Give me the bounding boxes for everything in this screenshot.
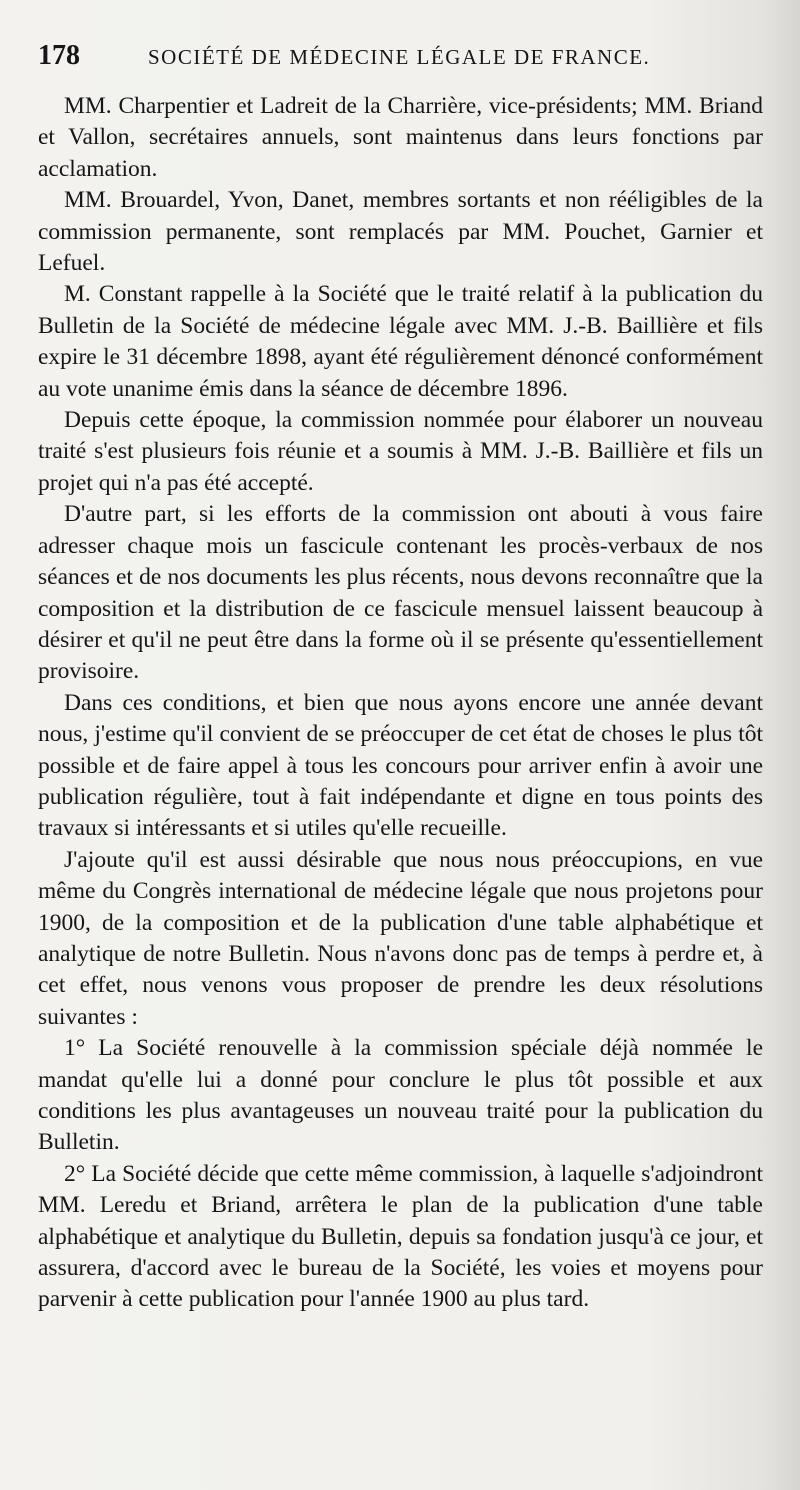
paragraph-fascicule: D'autre part, si les efforts de la commission ont abouti à vous faire adresser chaque mois un fascicule contenant les procès-verbaux de nos séances et de nos documents les plus récents, nous devons reconnaître que la composition et la distribution de ce fascicule mensuel laissent beaucoup à désirer et qu'il ne peut être dans la forme où il se présente qu'essentiellement provisoire.: [38, 501, 763, 685]
running-head: SOCIÉTÉ DE MÉDECINE LÉGALE DE FRANCE.: [148, 45, 651, 69]
paragraph-resolution-1: 1° La Société renouvelle à la commission spéciale déjà nommée le mandat qu'elle lui a donné pour conclure le plus tôt possible et aux conditions les plus avantageuses un nouveau traité pour la publication du Bulletin.: [38, 1035, 763, 1156]
paragraph-conditions: Dans ces conditions, et bien que nous ayons encore une année devant nous, j'estime qu'il convient de se préoccuper de cet état de choses le plus tôt possible et de faire appel à tous les concours pour arriver enfin à avoir une publication régulière, tout à fait indépendante et digne en tous points des travaux si intéressants et si utiles qu'elle recueille.: [38, 689, 763, 842]
paragraph-commission-members: MM. Brouardel, Yvon, Danet, membres sortants et non rééligibles de la commission permanente, sont remplacés par MM. Pouchet, Garnier et Lefuel.: [38, 187, 763, 277]
paragraph-resolution-2: 2° La Société décide que cette même commission, à laquelle s'adjoindront MM. Leredu et Briand, arrêtera le plan de la publication d'une table alphabétique et analytique du Bulletin, depuis sa fondation jusqu'à ce jour, et assurera, d'accord avec le bureau de la Société, les voies et moyens pour parvenir à cette publication pour l'année 1900 au plus tard.: [38, 1160, 763, 1313]
paragraph-table: J'ajoute qu'il est aussi désirable que nous nous préoccupions, en vue même du Congrès international de médecine légale que nous projetons pour 1900, de la composition et de la publication d'une table alphabétique et analytique de notre Bulletin. Nous n'avons donc pas de temps à perdre et, à cet effet, nous venons vous proposer de prendre les deux résolutions suivantes :: [38, 846, 763, 1030]
page-number: 178: [38, 40, 80, 71]
body-text: [38, 91, 763, 1316]
page-header: [38, 40, 778, 80]
paragraph-officers: MM. Charpentier et Ladreit de la Charrière, vice-présidents; MM. Briand et Vallon, secrétaires annuels, sont maintenus dans leurs fonctions par acclamation.: [38, 93, 763, 182]
paragraph-treaty: M. Constant rappelle à la Société que le traité relatif à la publication du Bulletin de la Société de médecine légale avec MM. J.-B. Baillière et fils expire le 31 décembre 1898, ayant été régulièrement dénoncé conformément au vote unanime émis dans la séance de décembre 1896.: [38, 281, 763, 402]
paragraph-since: Depuis cette époque, la commission nommée pour élaborer un nouveau traité s'est plusieurs fois réunie et a soumis à MM. J.-B. Baillière et fils un projet qui n'a pas été accepté.: [38, 407, 763, 496]
